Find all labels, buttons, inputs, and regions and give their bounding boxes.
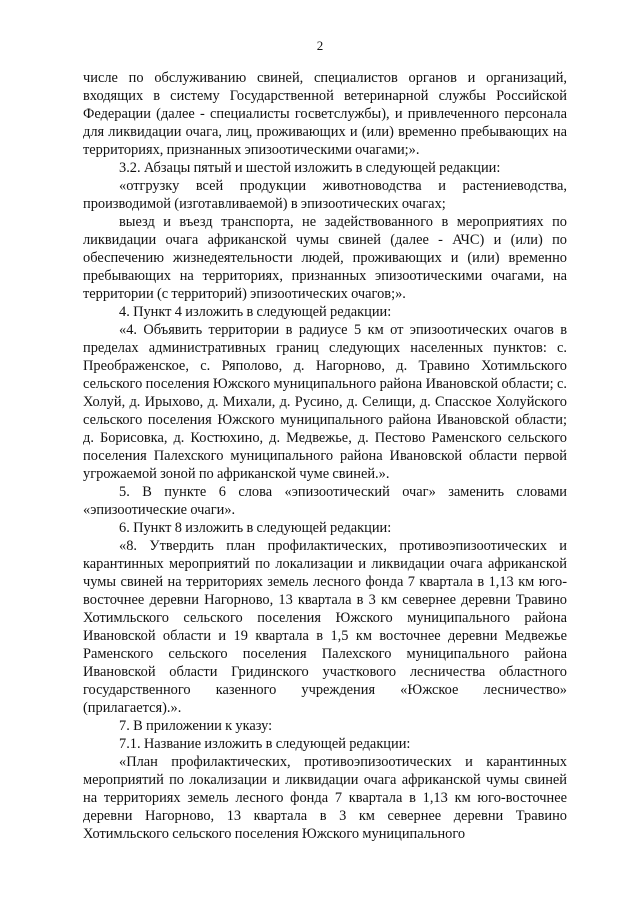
paragraph: 3.2. Абзацы пятый и шестой изложить в следующей редакции: (119, 160, 501, 176)
paragraph: 5. В пункте 6 слова «эпизоотический очаг» заменить словами «эпизоотические очаги». (83, 484, 567, 518)
paragraph: выезд и въезд транспорта, не задействованного в мероприятиях по ликвидации очага африканской чумы свиней (далее - АЧС) и (или) по обеспечению жизнедеятельности людей, проживающих и (или) временно пребывающих на территориях, признанных эпизоотическими очагами, на территории (с территорий) эпизоотических очагов;». (83, 214, 567, 302)
document-body (83, 69, 567, 843)
page-number: 2 (316, 38, 324, 53)
paragraph: «4. Объявить территории в радиусе 5 км от эпизоотических очагов в пределах административных границ следующих населенных пунктов: с. Преображенское, с. Ряполово, д. Нагорново, д. Травино Хотимльского сельского поселения Южского муниципального района Ивановской области; с. Холуй, д. Ирыхово, д. Михали, д. Русино, д. Селищи, д. Спасское Холуйского сельского поселения Южского муниципального района Ивановской области; д. Борисовка, д. Костюхино, д. Медвежье, д. Пестово Раменского сельского поселения Палехского муниципального района Ивановской области первой угрожаемой зоной по африканской чуме свиней.». (83, 322, 567, 482)
paragraph: 4. Пункт 4 изложить в следующей редакции: (119, 304, 392, 320)
paragraph: 7.1. Название изложить в следующей редакции: (119, 736, 411, 752)
paragraph: 7. В приложении к указу: (119, 718, 273, 734)
paragraph: «отгрузку всей продукции животноводства и растениеводства, производимой (изготавливаемой) в эпизоотических очагах; (83, 178, 567, 212)
paragraph: «8. Утвердить план профилактических, противоэпизоотических и карантинных мероприятий по локализации и ликвидации очага африканской чумы свиней на территориях земель лесного фонда 7 квартала в 1,13 км юго-восточнее деревни Нагорново, 13 квартала в 3 км севернее деревни Травино Хотимльского сельского поселения Южского муниципального района Ивановской области и 19 квартала в 1,5 км восточнее деревни Медвежье Раменского сельского поселения Палехского муниципального района Ивановской области Гридинского участкового лесничества областного государственного казенного учреждения «Южское лесничество» (прилагается).». (83, 538, 567, 716)
paragraph: 6. Пункт 8 изложить в следующей редакции: (119, 520, 392, 536)
paragraph: «План профилактических, противоэпизоотических и карантинных мероприятий по локализации и ликвидации очага африканской чумы свиней на территориях земель лесного фонда 7 квартала в 1,13 км юго-восточнее деревни Нагорново, 13 квартала в 3 км севернее деревни Травино Хотимльского сельского поселения Южского муниципального (83, 754, 567, 842)
paragraph: числе по обслуживанию свиней, специалистов органов и организаций, входящих в систему Государственной ветеринарной службы Российской Федерации (далее - специалисты госветслужбы), и привлеченного персонала для ликвидации очага, лиц, проживающих и (или) временно пребывающих на территориях, признанных эпизоотическими очагами;». (83, 70, 567, 158)
